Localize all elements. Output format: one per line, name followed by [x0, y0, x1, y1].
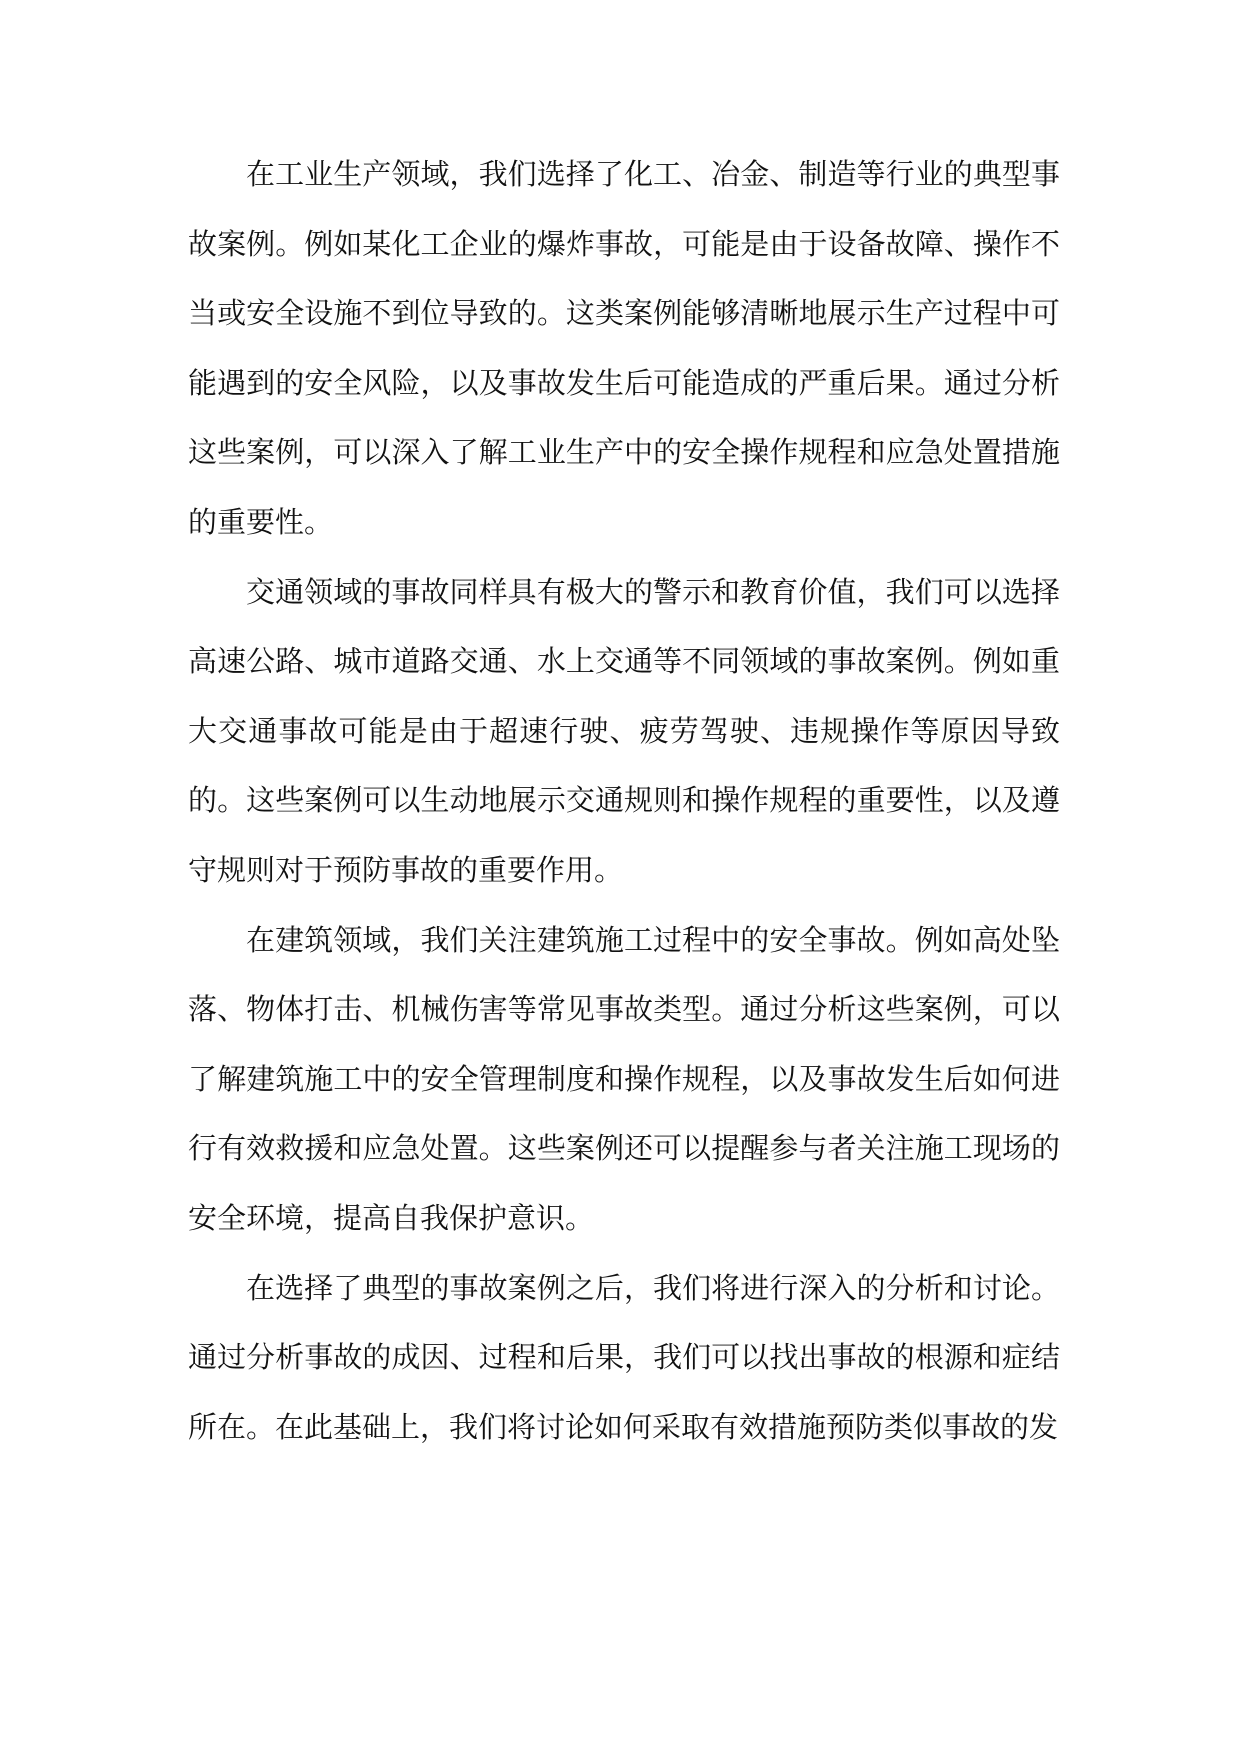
paragraph-analysis: 在选择了典型的事故案例之后，我们将进行深入的分析和讨论。通过分析事故的成因、过程和后果，我们可以找出事故的根源和症结所在。在此基础上，我们将讨论如何采取有效措施预防类似事故的发 [188, 1270, 1060, 1444]
paragraph-construction: 在建筑领域，我们关注建筑施工过程中的安全事故。例如高处坠落、物体打击、机械伤害等常见事故类型。通过分析这些案例，可以了解建筑施工中的安全管理制度和操作规程，以及事故发生后如何进行有效救援和应急处置。这些案例还可以提醒参与者关注施工现场的安全环境，提高自我保护意识。 [188, 922, 1060, 1235]
paragraph-industrial: 在工业生产领域，我们选择了化工、冶金、制造等行业的典型事故案例。例如某化工企业的爆炸事故，可能是由于设备故障、操作不当或安全设施不到位导致的。这类案例能够清晰地展示生产过程中可能遇到的安全风险，以及事故发生后可能造成的严重后果。通过分析这些案例，可以深入了解工业生产中的安全操作规程和应急处置措施的重要性。 [188, 157, 1060, 539]
paragraph-traffic: 交通领域的事故同样具有极大的警示和教育价值，我们可以选择高速公路、城市道路交通、水上交通等不同领域的事故案例。例如重大交通事故可能是由于超速行驶、疲劳驾驶、违规操作等原因导致的。这些案例可以生动地展示交通规则和操作规程的重要性，以及遵守规则对于预防事故的重要作用。 [188, 574, 1060, 887]
body-text [188, 140, 1060, 1462]
